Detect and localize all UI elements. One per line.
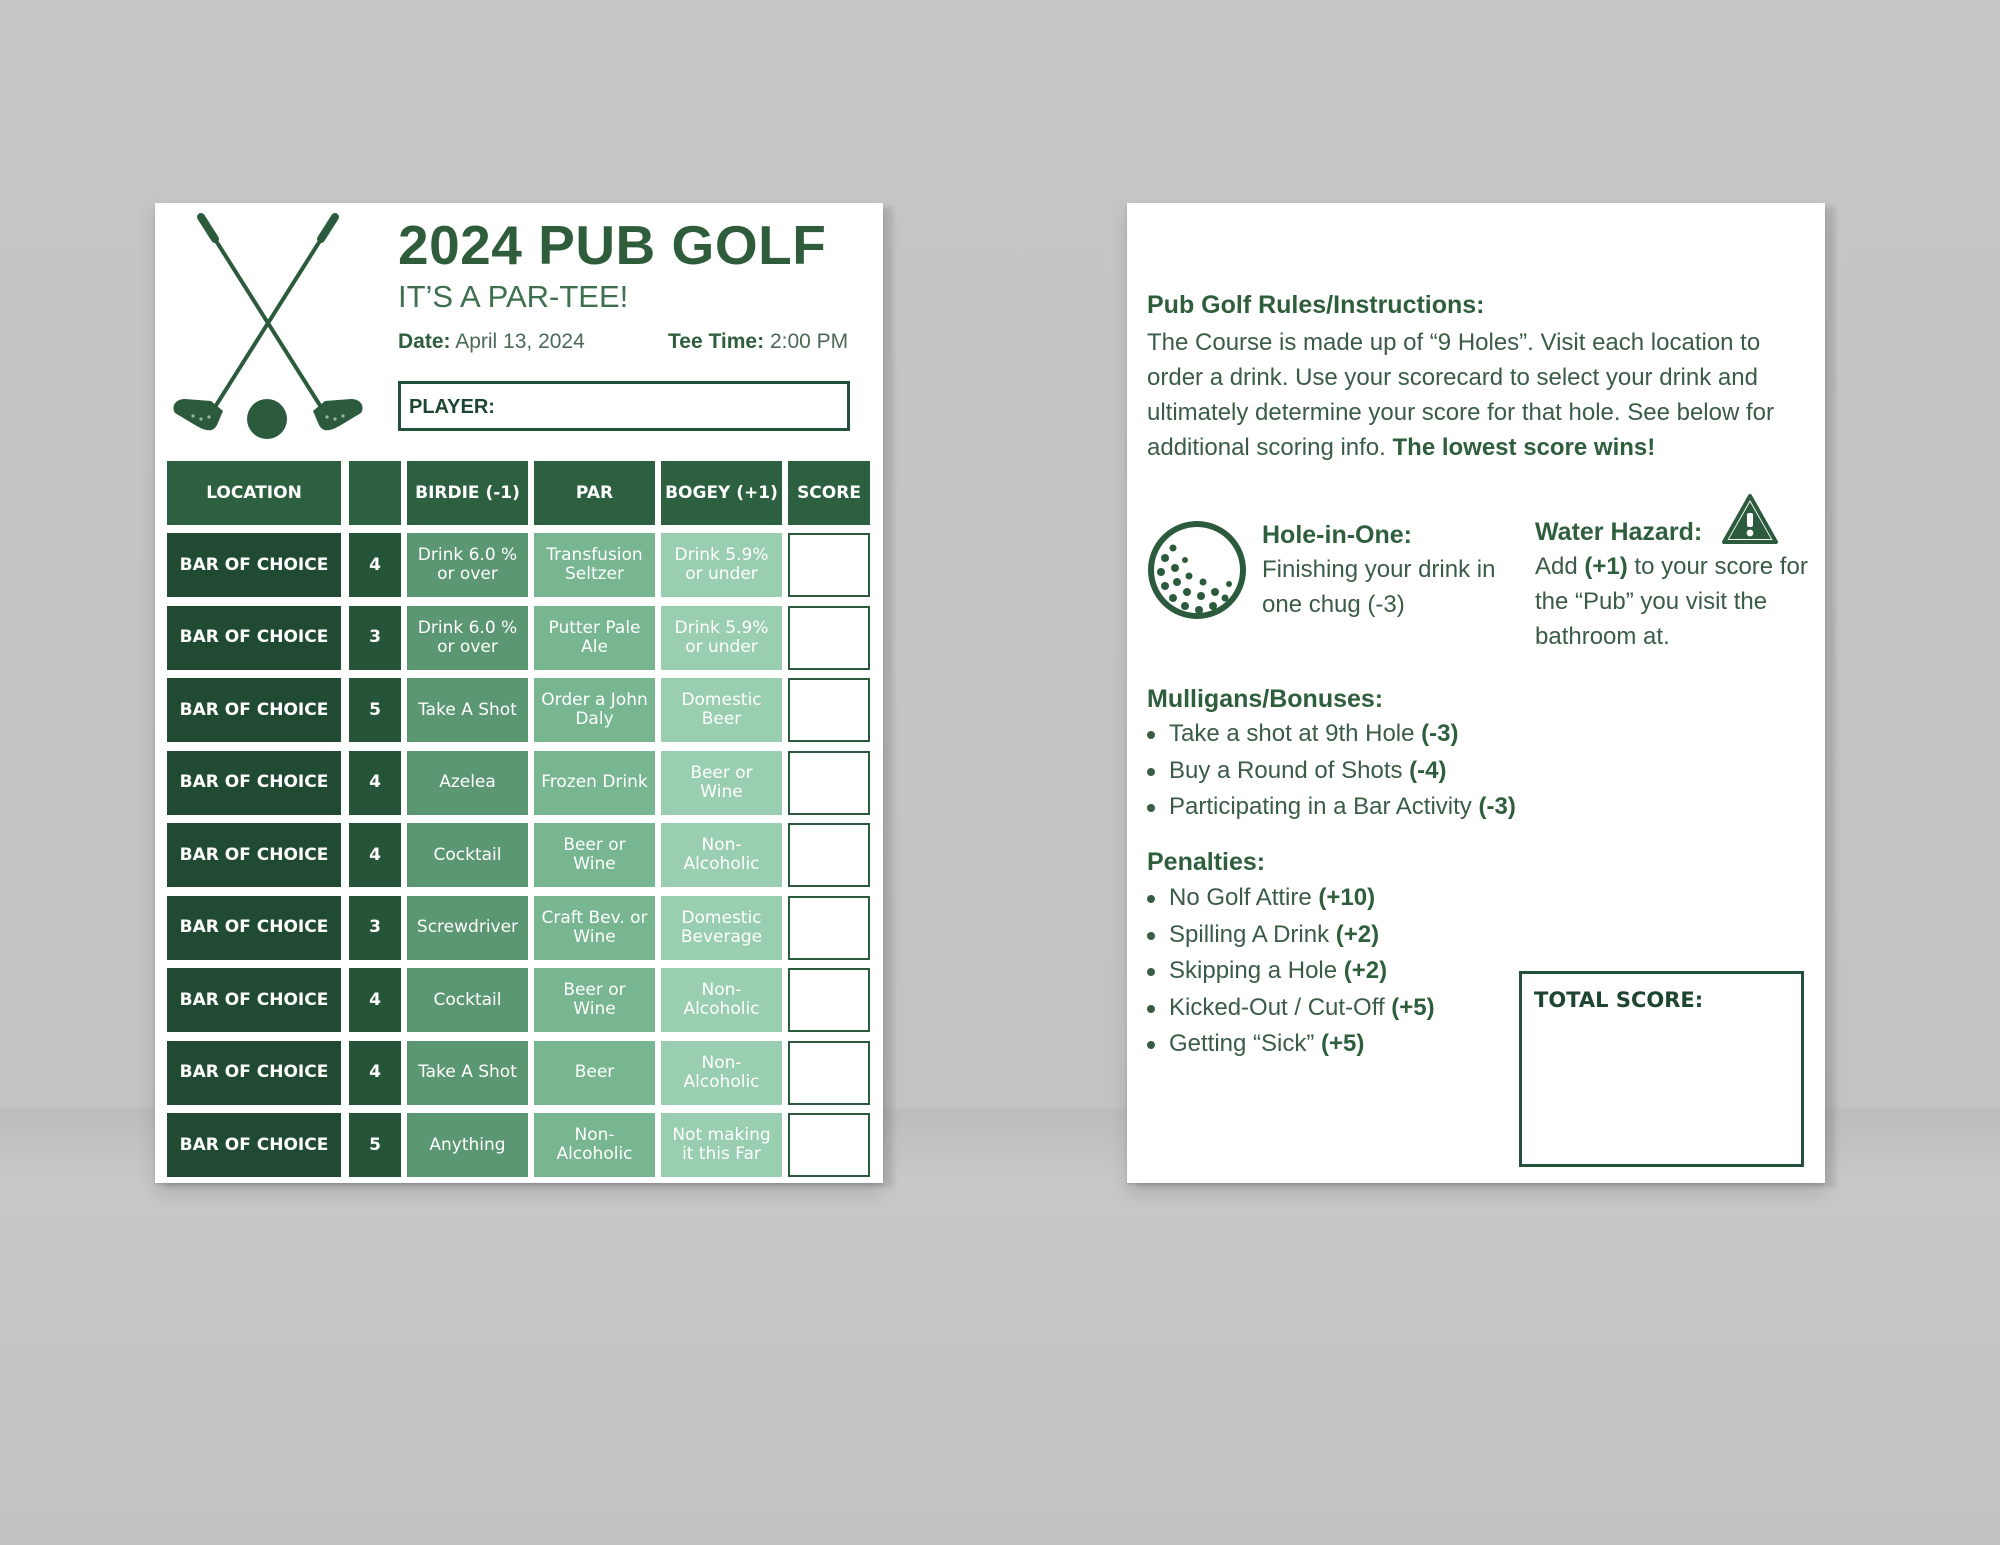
score-input-box[interactable] <box>788 1041 870 1105</box>
par-drink-cell: Putter Pale Ale <box>534 606 655 670</box>
player-label: PLAYER: <box>409 396 495 418</box>
penalty-value: (+10) <box>1318 884 1376 911</box>
location-cell: BAR OF CHOICE <box>167 1041 341 1105</box>
par-number-cell: 4 <box>349 1041 401 1105</box>
mulligan-value: (-3) <box>1421 720 1459 747</box>
penalty-text: Kicked-Out / Cut-Off <box>1169 993 1385 1021</box>
penalty-value: (+2) <box>1343 957 1388 984</box>
header-bogey: BOGEY (+1) <box>661 461 782 525</box>
penalties-list <box>1127 880 1435 1063</box>
location-cell: BAR OF CHOICE <box>167 533 341 597</box>
water-hazard-post: to your score for the “Pub” you visit the bathroom at. <box>1535 553 1808 650</box>
crossed-golf-clubs-icon <box>173 211 363 451</box>
water-hazard-value: (+1) <box>1584 553 1628 580</box>
date-label: Date: <box>398 330 451 353</box>
location-cell: BAR OF CHOICE <box>167 823 341 887</box>
bogey-cell: Non-Alcoholic <box>661 823 782 887</box>
penalty-item <box>1127 917 1435 954</box>
par-number-cell: 4 <box>349 533 401 597</box>
penalty-value: (+5) <box>1391 993 1435 1021</box>
penalties-title: Penalties: <box>1147 848 1266 876</box>
header-score: SCORE <box>788 461 870 525</box>
scorecard-front <box>155 203 883 1183</box>
header-par-drink: PAR <box>534 461 655 525</box>
bogey-cell: Drink 5.9% or under <box>661 533 782 597</box>
par-drink-cell: Frozen Drink <box>534 751 655 815</box>
bogey-cell: Domestic Beverage <box>661 896 782 960</box>
tee-time <box>668 330 848 354</box>
par-drink-cell: Beer or Wine <box>534 823 655 887</box>
mulligan-item <box>1127 789 1516 826</box>
birdie-cell: Anything <box>407 1113 528 1177</box>
score-input-box[interactable] <box>788 751 870 815</box>
location-cell: BAR OF CHOICE <box>167 606 341 670</box>
score-input-box[interactable] <box>788 823 870 887</box>
bogey-cell: Drink 5.9% or under <box>661 606 782 670</box>
mulligans-title: Mulligans/Bonuses: <box>1147 685 1384 713</box>
header-birdie: BIRDIE (-1) <box>407 461 528 525</box>
location-cell: BAR OF CHOICE <box>167 968 341 1032</box>
penalty-item <box>1127 990 1435 1027</box>
penalty-value: (+2) <box>1335 920 1380 948</box>
penalty-item <box>1127 880 1435 917</box>
location-cell: BAR OF CHOICE <box>167 678 341 742</box>
score-input-box[interactable] <box>788 1113 870 1177</box>
par-drink-cell: Craft Bev. or Wine <box>534 896 655 960</box>
location-cell: BAR OF CHOICE <box>167 1113 341 1177</box>
bogey-cell: Not making it this Far <box>661 1113 782 1177</box>
birdie-cell: Cocktail <box>407 823 528 887</box>
hole-in-one-text: Finishing your drink in one chug (-3) <box>1262 556 1496 618</box>
birdie-cell: Azelea <box>407 751 528 815</box>
penalty-text: No Golf Attire <box>1169 884 1312 911</box>
penalty-value: (+5) <box>1321 1030 1365 1057</box>
hole-in-one-section <box>1262 521 1512 622</box>
mulligan-item <box>1127 716 1516 753</box>
par-number-cell: 5 <box>349 1113 401 1177</box>
score-input-box[interactable] <box>788 896 870 960</box>
header-par <box>349 461 401 525</box>
mulligan-value: (-3) <box>1478 793 1516 820</box>
date-value: April 13, 2024 <box>455 330 585 353</box>
birdie-cell: Cocktail <box>407 968 528 1032</box>
bogey-cell: Domestic Beer <box>661 678 782 742</box>
rules-body: The Course is made up of “9 Holes”. Visit each location to order a drink. Use your scorecard to select your drink and ultimately determine your score for that hole. See below for additional scoring info. <box>1147 329 1774 461</box>
par-number-cell: 4 <box>349 968 401 1032</box>
hole-in-one-title: Hole-in-One: <box>1262 521 1412 549</box>
par-number-cell: 4 <box>349 751 401 815</box>
birdie-cell: Drink 6.0 % or over <box>407 606 528 670</box>
location-cell: BAR OF CHOICE <box>167 751 341 815</box>
penalty-text: Spilling A Drink <box>1169 920 1330 948</box>
birdie-cell: Drink 6.0 % or over <box>407 533 528 597</box>
card-subtitle: IT’S A PAR-TEE! <box>398 279 629 314</box>
par-drink-cell: Order a John Daly <box>534 678 655 742</box>
scorecard-back <box>1127 203 1825 1183</box>
penalty-text: Skipping a Hole <box>1169 957 1338 984</box>
mulligan-text: Participating in a Bar Activity <box>1169 793 1472 820</box>
player-name-field[interactable] <box>398 381 850 431</box>
water-hazard-pre: Add <box>1535 553 1578 580</box>
card-title: 2024 PUB GOLF <box>398 214 827 276</box>
par-drink-cell: Non-Alcoholic <box>534 1113 655 1177</box>
event-date <box>398 330 585 354</box>
mulligan-text: Buy a Round of Shots <box>1169 756 1403 784</box>
birdie-cell: Take A Shot <box>407 678 528 742</box>
score-input-box[interactable] <box>788 678 870 742</box>
par-number-cell: 5 <box>349 678 401 742</box>
bogey-cell: Non-Alcoholic <box>661 968 782 1032</box>
rules-emphasis: The lowest score wins! <box>1392 434 1656 461</box>
water-hazard-text <box>1535 549 1815 654</box>
par-drink-cell: Beer <box>534 1041 655 1105</box>
tee-time-label: Tee Time: <box>668 330 765 353</box>
rules-text <box>1147 325 1817 465</box>
bogey-cell: Non-Alcoholic <box>661 1041 782 1105</box>
bogey-cell: Beer or Wine <box>661 751 782 815</box>
par-number-cell: 3 <box>349 606 401 670</box>
golf-ball-icon <box>1145 518 1249 622</box>
penalty-item <box>1127 953 1435 990</box>
par-drink-cell: Transfusion Seltzer <box>534 533 655 597</box>
mulligan-item <box>1127 753 1516 790</box>
par-drink-cell: Beer or Wine <box>534 968 655 1032</box>
mulligans-list <box>1127 716 1516 826</box>
mulligan-text: Take a shot at 9th Hole <box>1169 720 1415 747</box>
par-number-cell: 4 <box>349 823 401 887</box>
tee-time-value: 2:00 PM <box>769 330 849 353</box>
par-number-cell: 3 <box>349 896 401 960</box>
rules-title: Pub Golf Rules/Instructions: <box>1147 291 1485 319</box>
score-input-box[interactable] <box>788 533 870 597</box>
water-hazard-title: Water Hazard: <box>1535 518 1703 546</box>
score-input-box[interactable] <box>788 968 870 1032</box>
penalty-item <box>1127 1026 1435 1063</box>
mulligan-value: (-4) <box>1409 756 1447 784</box>
penalty-text: Getting “Sick” <box>1169 1030 1315 1057</box>
score-input-box[interactable] <box>788 606 870 670</box>
header-location: LOCATION <box>167 461 341 525</box>
birdie-cell: Screwdriver <box>407 896 528 960</box>
location-cell: BAR OF CHOICE <box>167 896 341 960</box>
total-score-field[interactable] <box>1519 971 1804 1167</box>
warning-triangle-icon <box>1721 493 1779 545</box>
total-score-label: TOTAL SCORE: <box>1534 988 1704 1012</box>
birdie-cell: Take A Shot <box>407 1041 528 1105</box>
